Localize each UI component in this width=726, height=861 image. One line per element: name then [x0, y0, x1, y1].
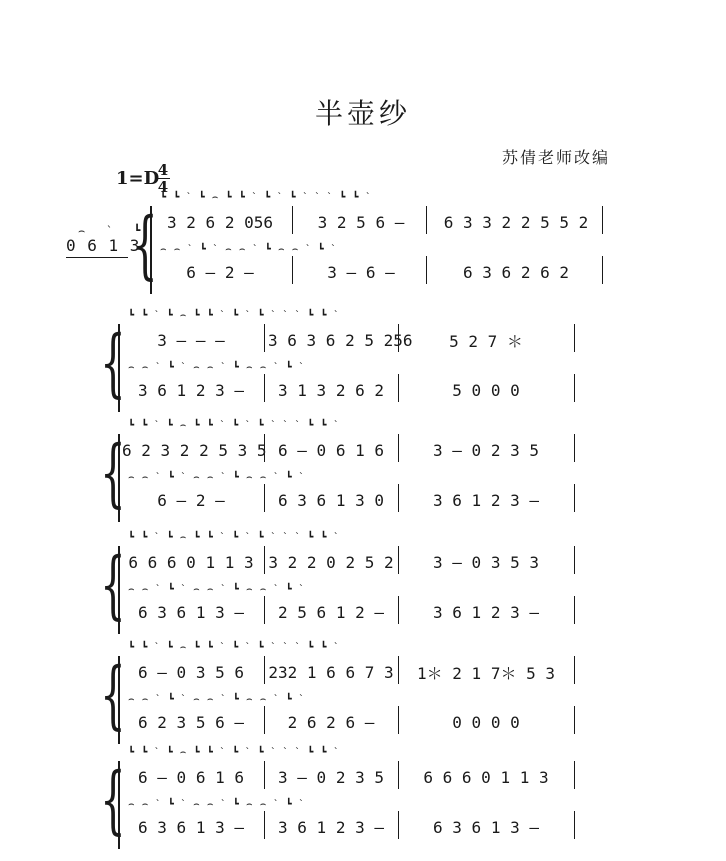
measure-notes: 0 0 0 0 [452, 712, 520, 732]
measure [268, 702, 394, 742]
measure [402, 807, 570, 847]
system-brace: { [100, 542, 126, 628]
measure-notes: 3 — 0 3 5 3 [433, 552, 539, 572]
measure [402, 320, 570, 360]
lower-staff [100, 584, 620, 632]
measure [268, 430, 394, 470]
measure-notes: 3 1 3 2 6 2 [278, 380, 384, 400]
measure-notes: 3 6 1 2 3 — [138, 380, 244, 400]
measure [122, 430, 267, 470]
measure-notes: 6 3 6 2 6 2 [463, 262, 569, 282]
barline [292, 256, 293, 284]
barline [602, 256, 603, 284]
measure [152, 252, 288, 292]
measure [122, 320, 260, 360]
meter-top: 4 [157, 161, 169, 179]
pickup-notes: 0 6 1 3 [66, 236, 141, 255]
system-brace: { [100, 757, 126, 843]
measure-notes: 6 — 0 3 5 6 [138, 662, 244, 682]
barline [398, 761, 399, 789]
lower-staff [100, 799, 620, 847]
measure-notes: 3 2 6 2 056 [167, 212, 273, 232]
measure-notes: 6 — 2 — [157, 490, 225, 510]
upper-technique-marks: ┗ ┗ ` ┗ ⌢ ┗ ┗ ` ┗ ` ┗ ` ` ` ┗ ┗ ` [128, 747, 341, 758]
measure [434, 252, 598, 292]
measure-notes: 232 1 6 6 7 3 [268, 662, 394, 682]
measure-notes: 6 3 6 1 3 0 [278, 490, 384, 510]
measure [300, 202, 422, 242]
score-system [100, 747, 620, 855]
measure-notes: 3 — 6 — [327, 262, 395, 282]
score-system [100, 310, 620, 418]
lower-technique-marks: ⌢ ⌢ ` ┗ ` ⌢ ⌢ ` ┗ ⌢ ⌢ ` ┗ ` [128, 362, 306, 373]
measure [268, 757, 394, 797]
upper-staff [100, 192, 620, 242]
measure [122, 702, 260, 742]
barline [264, 324, 265, 352]
barline [574, 706, 575, 734]
score-system [100, 192, 620, 300]
upper-staff [100, 310, 620, 360]
measure [402, 542, 570, 582]
measure [268, 370, 394, 410]
key-signature: 1=D [116, 168, 160, 189]
lower-technique-marks: ⌢ ⌢ ` ┗ ` ⌢ ⌢ ` ┗ ⌢ ⌢ ` ┗ ` [128, 584, 306, 595]
measure-notes: 3 — 0 2 3 5 [433, 440, 539, 460]
barline [398, 656, 399, 684]
barline [264, 484, 265, 512]
measure-notes: 6 — 0 6 1 6 [278, 440, 384, 460]
system-brace: { [132, 202, 158, 288]
score-system [100, 420, 620, 528]
score-title: 半壶纱 [314, 97, 411, 130]
barline [574, 324, 575, 352]
upper-staff [100, 420, 620, 470]
measure [152, 202, 288, 242]
lower-technique-marks: ⌢ ⌢ ` ┗ ` ⌢ ⌢ ` ┗ ⌢ ⌢ ` ┗ ` [128, 694, 306, 705]
measure-notes: 6 6 6 0 1 1 3 [423, 767, 549, 787]
measure-notes: 6 — 2 — [186, 262, 254, 282]
lower-technique-marks: ⌢ ⌢ ` ┗ ` ⌢ ⌢ ` ┗ ⌢ ⌢ ` ┗ ` [128, 472, 306, 483]
measure [122, 542, 260, 582]
measure [402, 702, 570, 742]
barline [398, 546, 399, 574]
barline [398, 324, 399, 352]
arranger-credit: 苏倩老师改编 [501, 148, 610, 167]
barline [264, 546, 265, 574]
measure-notes: 6 3 3 2 2 5 5 2 [443, 212, 589, 232]
barline [574, 546, 575, 574]
system-brace: { [100, 430, 126, 516]
measure-notes: 3 2 5 6 — [317, 212, 405, 232]
upper-technique-marks: ┗ ┗ ` ┗ ⌢ ┗ ┗ ` ┗ ` ┗ ` ` ` ┗ ┗ ` [128, 310, 341, 321]
barline [574, 656, 575, 684]
measure-notes: 1＊ 2 1 7＊ 5 3 [417, 663, 555, 683]
measure-notes: 5 2 7 ＊ [449, 331, 523, 351]
barline [264, 656, 265, 684]
measure [268, 320, 413, 360]
measure [402, 592, 570, 632]
lower-staff [100, 694, 620, 742]
barline [398, 706, 399, 734]
measure-notes: 6 2 3 2 2 5 3 5 [122, 440, 267, 460]
barline [398, 811, 399, 839]
barline [292, 206, 293, 234]
barline [426, 206, 427, 234]
system-brace: { [100, 320, 126, 406]
score-system [100, 642, 620, 750]
barline [398, 374, 399, 402]
measure [268, 480, 394, 520]
lower-staff [100, 244, 620, 292]
measure-notes: 6 6 6 0 1 1 3 [128, 552, 254, 572]
barline [264, 811, 265, 839]
measure-notes: 6 3 6 1 3 — [138, 602, 244, 622]
measure-notes: 6 — 0 6 1 6 [138, 767, 244, 787]
meter-bottom: 4 [157, 178, 169, 196]
measure [122, 807, 260, 847]
time-signature [156, 162, 170, 195]
measure [122, 480, 260, 520]
measure-notes: 2 5 6 1 2 — [278, 602, 384, 622]
barline [574, 761, 575, 789]
measure-notes: 3 6 3 6 2 5 256 [268, 330, 413, 350]
measure-notes: 3 2 2 0 2 5 2 [268, 552, 394, 572]
barline [426, 256, 427, 284]
barline [574, 434, 575, 462]
measure [402, 652, 570, 692]
barline [398, 596, 399, 624]
upper-technique-marks: ┗ ┗ ` ┗ ⌢ ┗ ┗ ` ┗ ` ┗ ` ` ` ┗ ┗ ` [128, 532, 341, 543]
pickup-technique-marks: ⌢ ` ┗ [78, 224, 150, 237]
measure [434, 202, 598, 242]
measure-notes: 5 0 0 0 [452, 380, 520, 400]
measure [268, 652, 394, 692]
upper-staff [100, 747, 620, 797]
measure-notes: 3 6 1 2 3 — [278, 817, 384, 837]
lower-staff [100, 472, 620, 520]
measure-notes: 3 6 1 2 3 — [433, 490, 539, 510]
barline [574, 811, 575, 839]
barline [398, 434, 399, 462]
measure-notes: 6 3 6 1 3 — [433, 817, 539, 837]
upper-staff [100, 642, 620, 692]
upper-staff [100, 532, 620, 582]
barline [264, 596, 265, 624]
measure [402, 757, 570, 797]
measure-notes: 3 6 1 2 3 — [433, 602, 539, 622]
measure [300, 252, 422, 292]
upper-technique-marks: ┗ ┗ ` ┗ ⌢ ┗ ┗ ` ┗ ` ┗ ` ` ` ┗ ┗ ` [128, 420, 341, 431]
measure-notes: 6 2 3 5 6 — [138, 712, 244, 732]
measure-notes: 6 3 6 1 3 — [138, 817, 244, 837]
upper-technique-marks: ┗ ┗ ` ┗ ⌢ ┗ ┗ ` ┗ ` ┗ ` ` ` ┗ ┗ ` [160, 192, 373, 203]
measure [402, 370, 570, 410]
barline [264, 761, 265, 789]
upper-technique-marks: ┗ ┗ ` ┗ ⌢ ┗ ┗ ` ┗ ` ┗ ` ` ` ┗ ┗ ` [128, 642, 341, 653]
score-system [100, 532, 620, 640]
barline [398, 484, 399, 512]
barline [264, 434, 265, 462]
measure [122, 592, 260, 632]
measure-notes: 3 — — — [157, 330, 225, 350]
barline [574, 484, 575, 512]
lower-technique-marks: ⌢ ⌢ ` ┗ ` ⌢ ⌢ ` ┗ ⌢ ⌢ ` ┗ ` [160, 244, 338, 255]
measure [122, 757, 260, 797]
measure [268, 592, 394, 632]
barline [264, 374, 265, 402]
measure [122, 370, 260, 410]
measure [268, 807, 394, 847]
lower-technique-marks: ⌢ ⌢ ` ┗ ` ⌢ ⌢ ` ┗ ⌢ ⌢ ` ┗ ` [128, 799, 306, 810]
barline [602, 206, 603, 234]
barline [574, 596, 575, 624]
measure [402, 480, 570, 520]
lower-staff [100, 362, 620, 410]
measure [122, 652, 260, 692]
measure-notes: 3 — 0 2 3 5 [278, 767, 384, 787]
barline [574, 374, 575, 402]
system-brace: { [100, 652, 126, 738]
measure [402, 430, 570, 470]
measure [268, 542, 394, 582]
measure-notes: 2 6 2 6 — [287, 712, 375, 732]
barline [264, 706, 265, 734]
